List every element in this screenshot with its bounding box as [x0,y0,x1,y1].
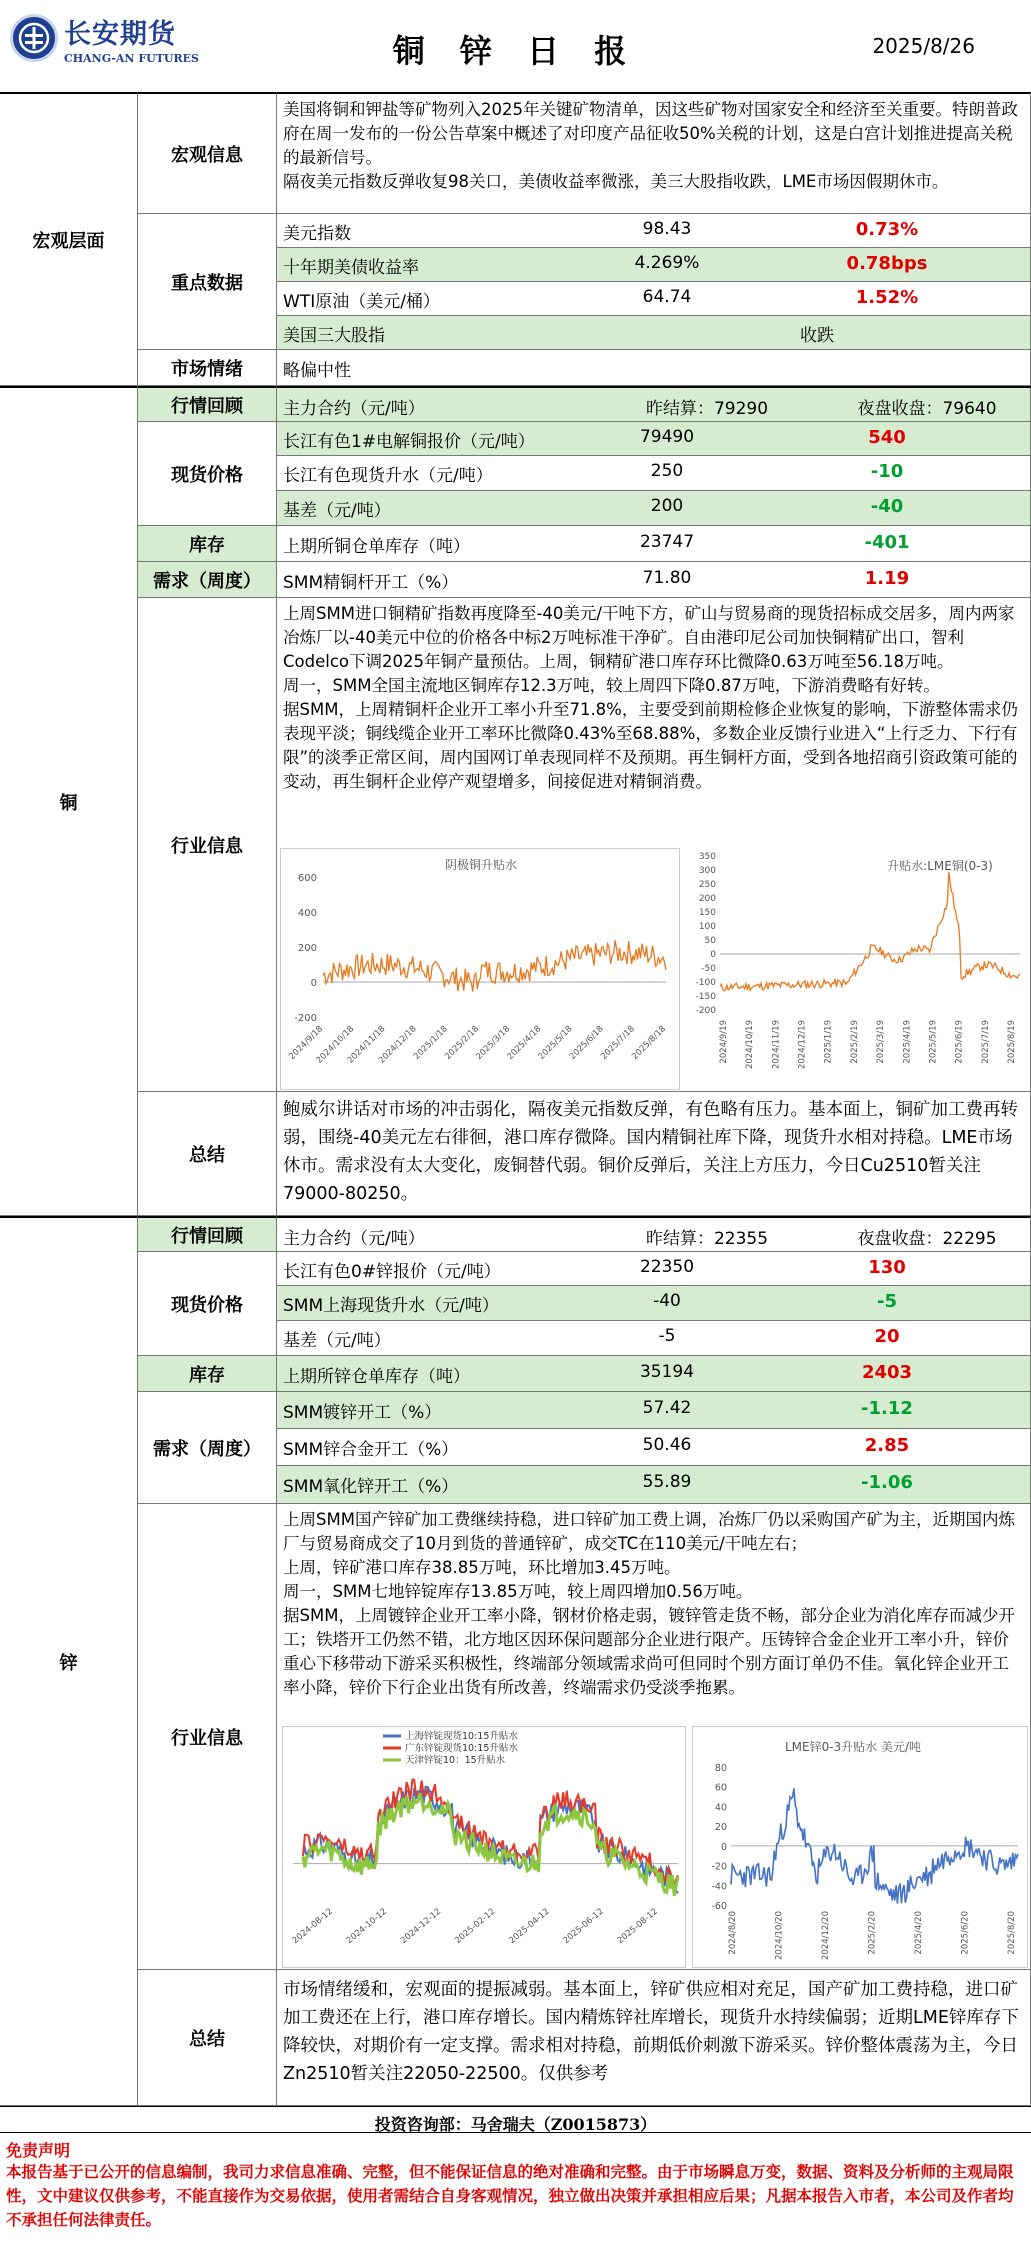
macro-data-label: 重点数据 [138,214,277,350]
disclaimer-text: 本报告基于已公开的信息编制，我司力求信息准确、完整，但不能保证信息的绝对准确和完整。由于市场瞬息万变，数据、资料及分析师的主观局限性，文中建议仅供参考，不能直接作为交易依据，使用者需结合自身客观情况，独立做出决策并承担相应后果；凡据本报告入市者，本公司及作者均不承担任何法律责任。 [6,2162,1014,2229]
row-change: 540 [868,427,906,448]
row-value: -40 [653,1291,681,1311]
zn-chart-domestic-premium [282,1726,686,1968]
y-tick-label: 100 [698,922,716,932]
row-change: -1.06 [861,1472,913,1493]
section-copper: 铜 [0,386,138,1216]
cu-spot-row-quote [277,422,1031,456]
macro-sentiment-cell [277,350,1031,386]
prev-settle: 昨结算：22355 [645,1229,769,1249]
row-name: 上期所铜仓单库存（吨） [283,537,470,557]
zn-spot-row-basis [277,1321,1031,1356]
row-name: 长江有色1#电解铜报价（元/吨） [283,432,535,452]
disclaimer-title: 免责声明 [6,2141,71,2160]
y-tick-label: 200 [297,943,317,954]
row-name: 上期所锌仓单库存（吨） [283,1367,470,1387]
y-tick-label: 50 [704,936,716,946]
row-name: SMM镀锌开工（%） [283,1403,442,1423]
y-tick-label: -60 [711,1901,727,1912]
x-tick-label: 2024/12/20 [821,1911,831,1960]
row-value: 79490 [639,427,695,447]
zn-industry-label: 行业信息 [138,1504,277,1970]
row-change: -40 [870,496,904,517]
zn-demand-row-alloy [277,1429,1031,1466]
x-tick-label: 2025/3/19 [876,1020,887,1064]
x-tick-label: 2025/8/19 [1007,1020,1017,1064]
x-tick-label: 2025/2/20 [867,1911,878,1955]
row-change: 130 [868,1257,906,1278]
row-value: 55.89 [642,1472,692,1492]
x-tick-label: 2025/8/20 [1007,1911,1017,1955]
y-tick-label: -100 [695,978,716,988]
zn-spot-label: 现货价格 [138,1252,277,1356]
chart-title: 阴极铜升贴水 [444,858,518,872]
x-tick-label: 2025-04-12 [507,1906,552,1947]
row-name: 十年期美债收益率 [283,258,419,278]
x-tick-label: 2025/2/19 [849,1020,860,1064]
y-tick-label: 40 [714,1802,727,1814]
macro-data-row-ust10y [277,248,1031,282]
row-value: 98.43 [642,219,692,239]
row-name: 长江有色0#锌报价（元/吨） [283,1262,501,1282]
x-tick-label: 2025/6/18 [567,1024,606,1062]
x-tick-label: 2024/11/19 [771,1020,782,1069]
contact-line: 投资咨询部：马舍瑞夫（Z0015873） [374,2115,657,2134]
row-value: 57.42 [642,1398,692,1418]
cu-spot-label: 现货价格 [138,422,277,526]
night-close: 夜盘收盘：22295 [857,1229,997,1249]
cu-stock-label: 库存 [138,526,277,562]
x-tick-label: 2025/7/19 [980,1020,991,1064]
footer-divider [0,2106,1031,2107]
zn-chart-lme-spread [692,1726,1028,1968]
zn-review-label: 行情回顾 [138,1216,277,1252]
y-tick-label: 0 [710,950,716,960]
report-date: 2025/8/26 [872,34,975,58]
cu-demand-label: 需求（周度） [138,562,277,598]
row-name: SMM氧化锌开工（%） [283,1477,459,1497]
x-tick-label: 2025-06-12 [561,1906,606,1947]
row-name: SMM精铜杆开工（%） [283,573,459,593]
macro-data-row-wti [277,282,1031,316]
logo-text-cn: 长安期货 [64,19,176,50]
cu-industry-text: 上周SMM进口铜精矿指数再度降至-40美元/干吨下方，矿山与贸易商的现货招标成交居多，周内两家冶炼厂以-40美元中位的价格各中标2万吨标准干净矿。自由港印尼公司加快铜精矿出口，智利Codelco下调2025年铜产量预估。上周，铜精矿港口库存环比微降0.63万吨至56.18万吨。 周一，SMM全国主流地区铜库存12.3万吨，较上周四下降0.87万吨，下游消费略有好转。 据SMM，上周精铜杆企业开工率小升至71.8%，主要受到前期检修企业恢复的影响，下游整体需求仍表现平淡；铜线缆企业开工率环比微降0.43%至68.88%，多数企业反馈行业进入“上行乏力、下行有限”的淡季正常区间，周内国网订单表现同样不及预期。再生铜杆方面，受到各地招商引资政策可能的变动，再生铜杆企业停产观望增多，间接促进对精铜消费。 [277,598,1031,1092]
x-tick-label: 2025/6/19 [954,1020,965,1064]
cu-industry-label: 行业信息 [138,598,277,1092]
cu-review-label: 行情回顾 [138,386,277,422]
section-macro: 宏观层面 [0,92,138,386]
cu-stock-row [277,526,1031,562]
y-tick-label: 60 [714,1782,727,1794]
row-name: 美国三大股指 [283,326,385,346]
zn-stock-row [277,1356,1031,1392]
cu-review-row [277,386,1031,422]
y-tick-label: 300 [698,866,716,876]
report-header [0,0,1031,92]
x-tick-label: 2024/9/19 [719,1020,729,1064]
cu-demand-row [277,562,1031,598]
chart-title: 升贴水:LME铜(0-3) [887,859,993,873]
x-tick-label: 2024/9/18 [287,1024,326,1062]
cu-lme-spread-line [720,872,1020,991]
y-tick-label: -40 [711,1881,727,1893]
row-value: 64.74 [642,287,692,307]
x-tick-label: 2025/1/19 [823,1020,834,1064]
zn-demand-row-galvanize [277,1392,1031,1429]
row-change: 0.78bps [846,253,928,274]
x-tick-label: 2025-08-12 [615,1906,660,1947]
x-tick-label: 2024/12/19 [797,1020,808,1069]
y-tick-label: -200 [695,1006,716,1016]
chart-title: LME锌0-3升贴水 美元/吨 [784,1740,922,1754]
cu-spot-row-premium [277,456,1031,491]
row-value: 4.269% [634,253,700,273]
zn-spot-row-premium [277,1286,1031,1321]
x-tick-label: 2025/4/20 [914,1911,924,1955]
cu-spot-row-basis [277,491,1031,526]
x-tick-label: 2025/2/18 [443,1024,482,1062]
x-tick-label: 2025/5/19 [928,1020,939,1064]
row-change: 2.85 [864,1435,910,1456]
cu-chart-premium [280,848,680,1090]
zn-demand-row-oxide [277,1466,1031,1504]
row-change: 1.52% [855,287,919,308]
report-title: 铜 锌 日 报 [392,32,639,70]
y-tick-label: -150 [695,992,716,1002]
row-value: 收跌 [800,326,834,346]
y-tick-label: -50 [701,964,716,974]
y-tick-label: 600 [297,873,317,884]
macro-info-text: 美国将铜和钾盐等矿物列入2025年关键矿物清单，因这些矿物对国家安全和经济至关重要。特朗普政府在周一发布的一份公告草案中概述了对印度产品征收50%关税的计划，这是白宫计划推进提高关税的最新信号。 隔夜美元指数反弹收复98关口，美债收益率微涨，美三大股指收跌，LME市场因假期休市。 [277,92,1031,214]
y-tick-label: 350 [698,852,716,862]
macro-sentiment-label: 市场情绪 [138,350,277,386]
row-name: 主力合约（元/吨） [283,399,425,419]
y-tick-label: 20 [714,1822,727,1834]
row-change: 2403 [861,1362,913,1383]
row-change: -5 [877,1291,897,1312]
row-name: 基差（元/吨） [283,1331,391,1351]
x-tick-label: 2024/10/20 [774,1911,785,1960]
x-tick-label: 2024/8/20 [728,1911,738,1955]
sentiment-text: 略偏中性 [283,361,351,381]
cu-premium-line [323,940,666,991]
row-value: 50.46 [642,1435,692,1455]
zn-summary-text: 市场情绪缓和，宏观面的提振减弱。基本面上，锌矿供应相对充足，国产矿加工费持稳，进口矿加工费还在上行，港口库存增长。国内精炼锌社库增长，现货升水持续偏弱；近期LME锌库存下降较快，对期价有一定支撑。需求相对持稳，前期低价刺激下游采买。锌价整体震荡为主，今日Zn2510暂关注22050-22500。仅供参考 [277,1970,1031,2106]
x-tick-label: 2025/7/18 [599,1024,637,1062]
macro-data-row-us-indices [277,316,1031,350]
y-tick-label: -200 [294,1013,317,1024]
row-name: 长江有色现货升水（元/吨） [283,466,493,486]
section-zinc: 锌 [0,1216,138,2106]
x-tick-label: 2025/4/19 [902,1020,913,1064]
x-tick-label: 2025/3/18 [474,1024,513,1062]
x-tick-label: 2024/10/19 [745,1020,756,1069]
x-tick-label: 2025-02-12 [453,1906,498,1947]
zn-industry-text: 上周SMM国产锌矿加工费继续持稳，进口锌矿加工费上调，冶炼厂仍以采购国产矿为主，近期国内炼厂与贸易商成交了10月到货的普通锌矿，成交TC在110美元/干吨左右； 上周，锌矿港口库存38.85万吨，环比增加3.45万吨。 周一，SMM七地锌锭库存13.85万吨，较上周四增加0.56万吨。 据SMM，上周镀锌企业开工率小降，钢材价格走弱，镀锌管走货不畅，部分企业为消化库存而减少开工；铁塔开工仍然不错，北方地区因环保问题部分企业进行限产。压铸锌合金企业开工率小升，锌价重心下移带动下游采买积极性，终端部分领域需求尚可但同时个别方面订单仍不佳。氧化锌企业开工率小降，锌价下行企业出货有所改善，终端需求仍受淡季拖累。 [277,1504,1031,1970]
logo-text-en: CHANG-AN FUTURES [64,52,199,65]
footer-divider-2 [0,2132,1031,2133]
cu-chart-lme-spread [690,848,1028,1090]
row-change: -10 [870,461,904,482]
legend-label: 天津锌锭10：15升贴水 [405,1755,506,1766]
y-tick-label: -20 [711,1861,727,1873]
row-name: WTI原油（美元/桶） [283,292,440,312]
y-tick-label: 200 [698,894,716,904]
macro-info-label: 宏观信息 [138,92,277,214]
y-tick-label: 0 [720,1841,727,1853]
cu-summary-text: 鲍威尔讲话对市场的冲击弱化，隔夜美元指数反弹，有色略有压力。基本面上，铜矿加工费再转弱，围绕-40美元左右徘徊，港口库存微降。国内精铜社库下降，现货升水相对持稳。LME市场休市。需求没有太大变化，废铜替代弱。铜价反弹后，关注上方压力，今日Cu2510暂关注79000-80250。 [277,1092,1031,1216]
y-tick-label: 250 [698,880,716,890]
legend-label: 上海锌锭现货10:15升贴水 [405,1731,518,1742]
y-tick-label: 80 [714,1763,727,1774]
zn-stock-label: 库存 [138,1356,277,1392]
row-change: 1.19 [864,568,910,589]
zn-spot-row-quote [277,1252,1031,1286]
x-tick-label: 2024/10/18 [314,1024,357,1066]
row-name: SMM上海现货升水（元/吨） [283,1296,499,1316]
row-name: 基差（元/吨） [283,501,391,521]
macro-data-row-usd [277,214,1031,248]
row-value: 35194 [639,1362,695,1382]
y-tick-label: 0 [310,978,317,989]
x-tick-label: 2024-08-12 [290,1906,335,1947]
cu-summary-label: 总结 [138,1092,277,1216]
x-tick-label: 2025/4/18 [505,1024,544,1062]
zn-review-row [277,1216,1031,1252]
row-value: 23747 [639,532,695,552]
x-tick-label: 2024/12/18 [376,1024,419,1066]
x-tick-label: 2024-12-12 [398,1906,444,1947]
x-tick-label: 2025/5/18 [536,1024,575,1062]
y-tick-label: 400 [297,908,317,919]
x-tick-label: 2024-10-12 [344,1906,390,1947]
y-tick-label: 150 [698,908,716,918]
row-change: -1.12 [861,1398,913,1419]
prev-settle: 昨结算：79290 [645,399,769,419]
row-value: 200 [650,496,684,516]
zn-summary-label: 总结 [138,1970,277,2106]
x-tick-label: 2025/8/18 [630,1024,669,1062]
row-name: 美元指数 [283,224,351,244]
row-change: -401 [864,532,910,553]
row-value: 71.80 [642,568,692,588]
night-close: 夜盘收盘：79640 [857,399,997,419]
row-name: SMM锌合金开工（%） [283,1440,459,1460]
row-value: -5 [658,1326,676,1346]
row-change: 20 [874,1326,900,1347]
legend-label: 广东锌锭现货10:15升贴水 [405,1743,518,1754]
row-name: 主力合约（元/吨） [283,1229,425,1249]
row-value: 250 [650,461,684,481]
x-tick-label: 2025/1/18 [411,1024,450,1062]
row-value: 22350 [639,1257,695,1277]
x-tick-label: 2025/6/20 [960,1911,971,1955]
x-tick-label: 2024/11/18 [345,1024,388,1066]
row-change: 0.73% [855,219,919,240]
zn-demand-label: 需求（周度） [138,1392,277,1504]
